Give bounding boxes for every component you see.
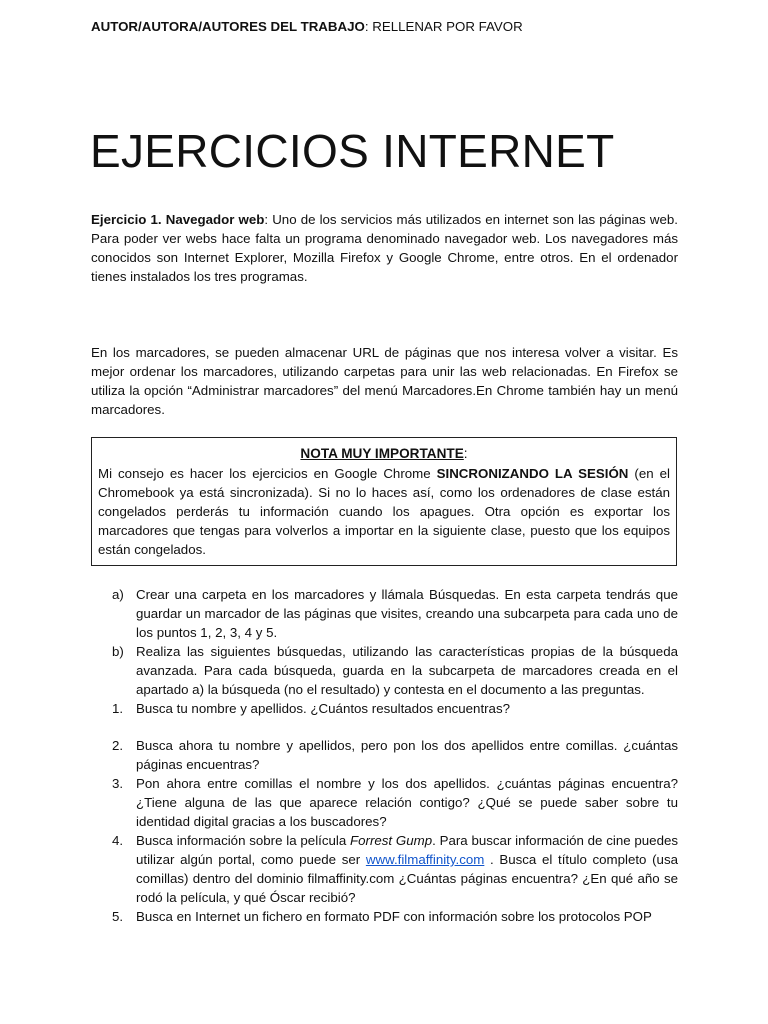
author-value: : RELLENAR POR FAVOR: [364, 19, 523, 34]
note-body: [98, 464, 670, 559]
list-item-a: [112, 585, 678, 642]
list-item-text: Crear una carpeta en los marcadores y llámala Búsquedas. En esta carpeta tendrás que guardar un marcador de las páginas que visites, creando una subcarpeta para cada uno de los puntos 1, 2, 3, 4 y 5.: [136, 587, 678, 640]
list-item-text: Pon ahora entre comillas el nombre y los dos apellidos. ¿cuántas páginas encuentra? ¿Tiene alguna de las que aparece relación contigo? ¿Qué se puede saber sobre tu identidad digital gracias a los buscadores?: [136, 776, 678, 829]
list-item-text-before: Busca información sobre la película: [136, 833, 351, 848]
list-item-text-middle: . Para buscar información de cine puedes utilizar algún portal, como puede ser: [136, 833, 679, 867]
list-item-text: Busca ahora tu nombre y apellidos, pero pon los dos apellidos entre comillas. ¿cuántas páginas encuentras?: [136, 738, 678, 772]
author-label: AUTOR/AUTORA/AUTORES DEL TRABAJO: [91, 19, 365, 34]
note-text-after: (en el Chromebook ya está sincronizada). Si no lo haces así, como los ordenadores de clase están congelados perderás tu información cuando los apagues. Otra opción es exportar los marcadores que tengas para volverlos a importar en la siguiente clase, puesto que los equipos están congelados.: [98, 466, 670, 557]
note-title-colon: :: [463, 446, 468, 461]
important-note-box: [91, 437, 677, 566]
list-item-text-after: . Busca el título completo (usa comillas) dentro del dominio filmaffinity.com ¿Cuántas páginas encuentra? ¿En qué año se rodó la película, y qué Óscar recibió?: [136, 852, 678, 905]
document-title: EJERCICIOS INTERNET: [90, 125, 615, 177]
list-marker: 5.: [112, 909, 124, 924]
bookmarks-paragraph: En los marcadores, se pueden almacenar URL de páginas que nos interesa volver a visitar. Es mejor ordenar los marcadores, utilizando carpetas para unir las web relacionadas. En Firefox se utiliza la opción “Administrar marcadores” del menú Marcadores.En Chrome también hay un menú marcadores.: [91, 345, 678, 417]
list-item-text: Realiza las siguientes búsquedas, utilizando las características propias de la búsqueda avanzada. Para cada búsqueda, guarda en la subcarpeta de marcadores creada en el apartado a) la búsqueda (no el resultado) y contesta en el documento a las preguntas.: [136, 644, 678, 697]
list-item-1: [112, 699, 678, 718]
list-marker: 2.: [112, 738, 124, 753]
list-item-text: Busca en Internet un fichero en formato PDF con información sobre los protocolos POP: [136, 909, 652, 924]
note-text-before: Mi consejo es hacer los ejercicios en Google Chrome: [98, 466, 437, 481]
list-item-5: [112, 907, 678, 926]
note-title: [98, 445, 670, 462]
filmaffinity-link[interactable]: www.filmaffinity.com: [365, 852, 485, 867]
author-header: [91, 19, 523, 35]
list-item-text: Busca tu nombre y apellidos. ¿Cuántos resultados encuentras?: [136, 701, 511, 716]
list-item-b: [112, 642, 678, 699]
list-marker: a): [112, 587, 124, 602]
exercise-heading: Ejercicio 1. Navegador web: [91, 212, 265, 227]
list-marker: b): [112, 644, 124, 659]
list-item-3: [112, 774, 678, 831]
list-item-2: [112, 736, 678, 774]
note-title-text: NOTA MUY IMPORTANTE: [300, 446, 464, 461]
movie-title: Forrest Gump: [350, 833, 433, 848]
list-marker: 1.: [112, 701, 124, 716]
list-marker: 4.: [112, 833, 124, 848]
intro-paragraph: [91, 210, 678, 286]
list-item-4: [112, 831, 679, 907]
list-marker: 3.: [112, 776, 124, 791]
note-bold-text: SINCRONIZANDO LA SESIÓN: [436, 466, 629, 481]
intro-text: : Uno de los servicios más utilizados en internet son las páginas web. Para poder ver webs hace falta un programa denominado navegador web. Los navegadores más conocidos son Internet Explorer, Mozilla Firefox y Google Chrome, entre otros. En el ordenador tienes instalados los tres programas.: [91, 212, 678, 284]
